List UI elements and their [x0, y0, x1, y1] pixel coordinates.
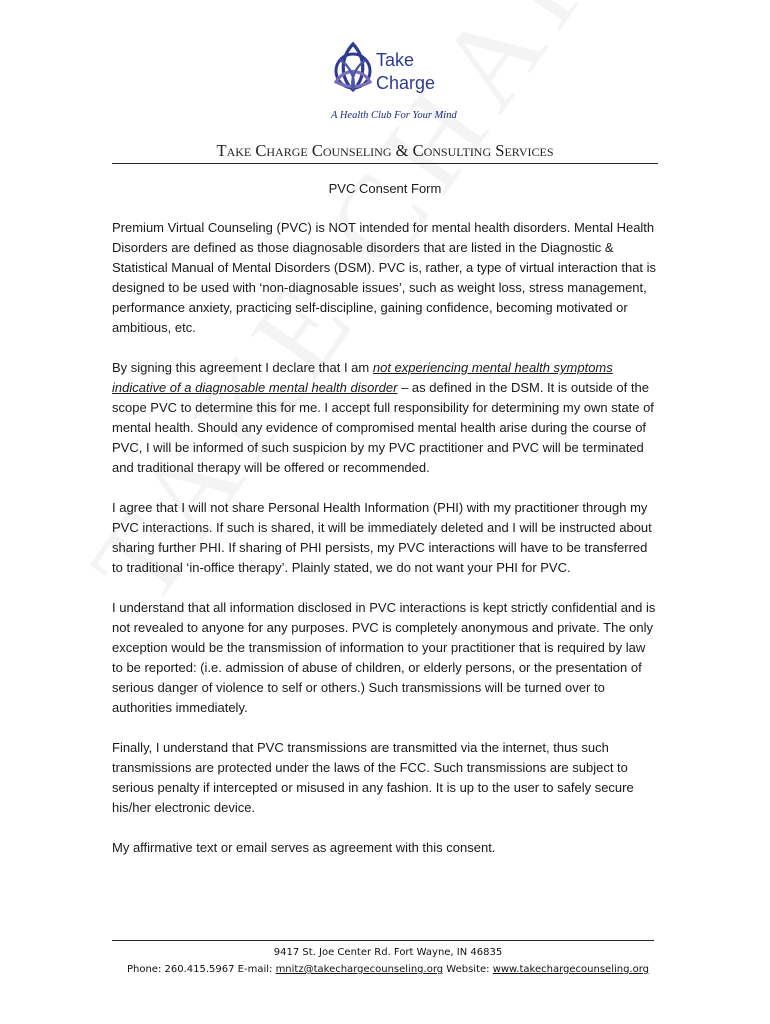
logo-brand-line2: Charge — [376, 73, 436, 93]
paragraph-confidentiality: I understand that all information disclosed in PVC interactions is kept strictly confidential and is not revealed to anyone for any purposes. PVC is completely anonymous and private. The only exception would be the transmission of information to your practitioner that is required by law to be reported: (i.e. admission of abuse of children, or elderly persons, or the presentation of serious danger of violence to self or others.) Such transmissions will be turned over to authorities immediately. — [112, 600, 656, 715]
logo — [328, 38, 458, 123]
email-link[interactable]: mnitz@takechargecounseling.org — [275, 964, 444, 975]
footer-divider — [112, 940, 654, 941]
declaration-lead: By signing this agreement I declare that I am — [112, 360, 373, 375]
paragraph-mental-health-declaration — [112, 358, 658, 478]
paragraph-phi: I agree that I will not share Personal Health Information (PHI) with my practitioner through my PVC interactions. If such is shared, it will be immediately deleted and I will be instructed about sharing further PHI. If sharing of PHI persists, my PVC interactions will have to be transferred to traditional ‘in-office therapy’. Plainly stated, we do not want your PHI for PVC. — [112, 500, 652, 575]
footer-address: 9417 St. Joe Center Rd. Fort Wayne, IN 46835 — [273, 947, 503, 958]
paragraph-pvc-definition: Premium Virtual Counseling (PVC) is NOT intended for mental health disorders. Mental Health Disorders are defined as those diagnosable disorders that are listed in the Diagnostic & Statistical Manual of Mental Disorders (DSM). PVC is, rather, a type of virtual interaction that is designed to be used with ‘non-diagnosable issues’, such as weight loss, stress management, performance anxiety, practicing self-discipline, gaining confidence, becoming motivated or ambitious, etc. — [112, 220, 657, 335]
footer-website-label: Website: — [443, 964, 493, 975]
header-divider — [112, 163, 658, 164]
triquetra-logo-icon — [328, 38, 378, 100]
logo-brand-line1: Take — [376, 50, 415, 70]
paragraph-transmissions: Finally, I understand that PVC transmissions are transmitted via the internet, thus such transmissions are protected under the laws of the FCC. Such transmissions are subject to serious penalty if intercepted or misused in any fashion. It is up to the user to safely secure his/her electronic device. — [112, 740, 634, 815]
declaration-rest: – as defined in the DSM. It is outside of the scope PVC to determine this for me. I accept full responsibility for determining my own state of mental health. Should any evidence of compromised mental health arise during the course of PVC, I will be informed of such suspicion by my PVC practitioner and PVC will be terminated and traditional therapy will be offered or recommended. — [112, 380, 654, 475]
form-title: PVC Consent Form — [328, 181, 442, 196]
company-name: Take Charge Counseling & Consulting Services — [216, 141, 554, 160]
document-body — [112, 218, 658, 878]
website-link[interactable]: www.takechargecounseling.org — [492, 964, 650, 975]
declaration-emphasis: not experiencing mental health symptoms indicative of a diagnosable mental health disorder — [112, 360, 613, 395]
footer-phone: Phone: 260.415.5967 E-mail: — [126, 964, 276, 975]
footer-contact — [108, 964, 668, 975]
paragraph-agreement: My affirmative text or email serves as agreement with this consent. — [112, 840, 496, 855]
logo-tagline: A Health Club For Your Mind — [331, 110, 457, 121]
